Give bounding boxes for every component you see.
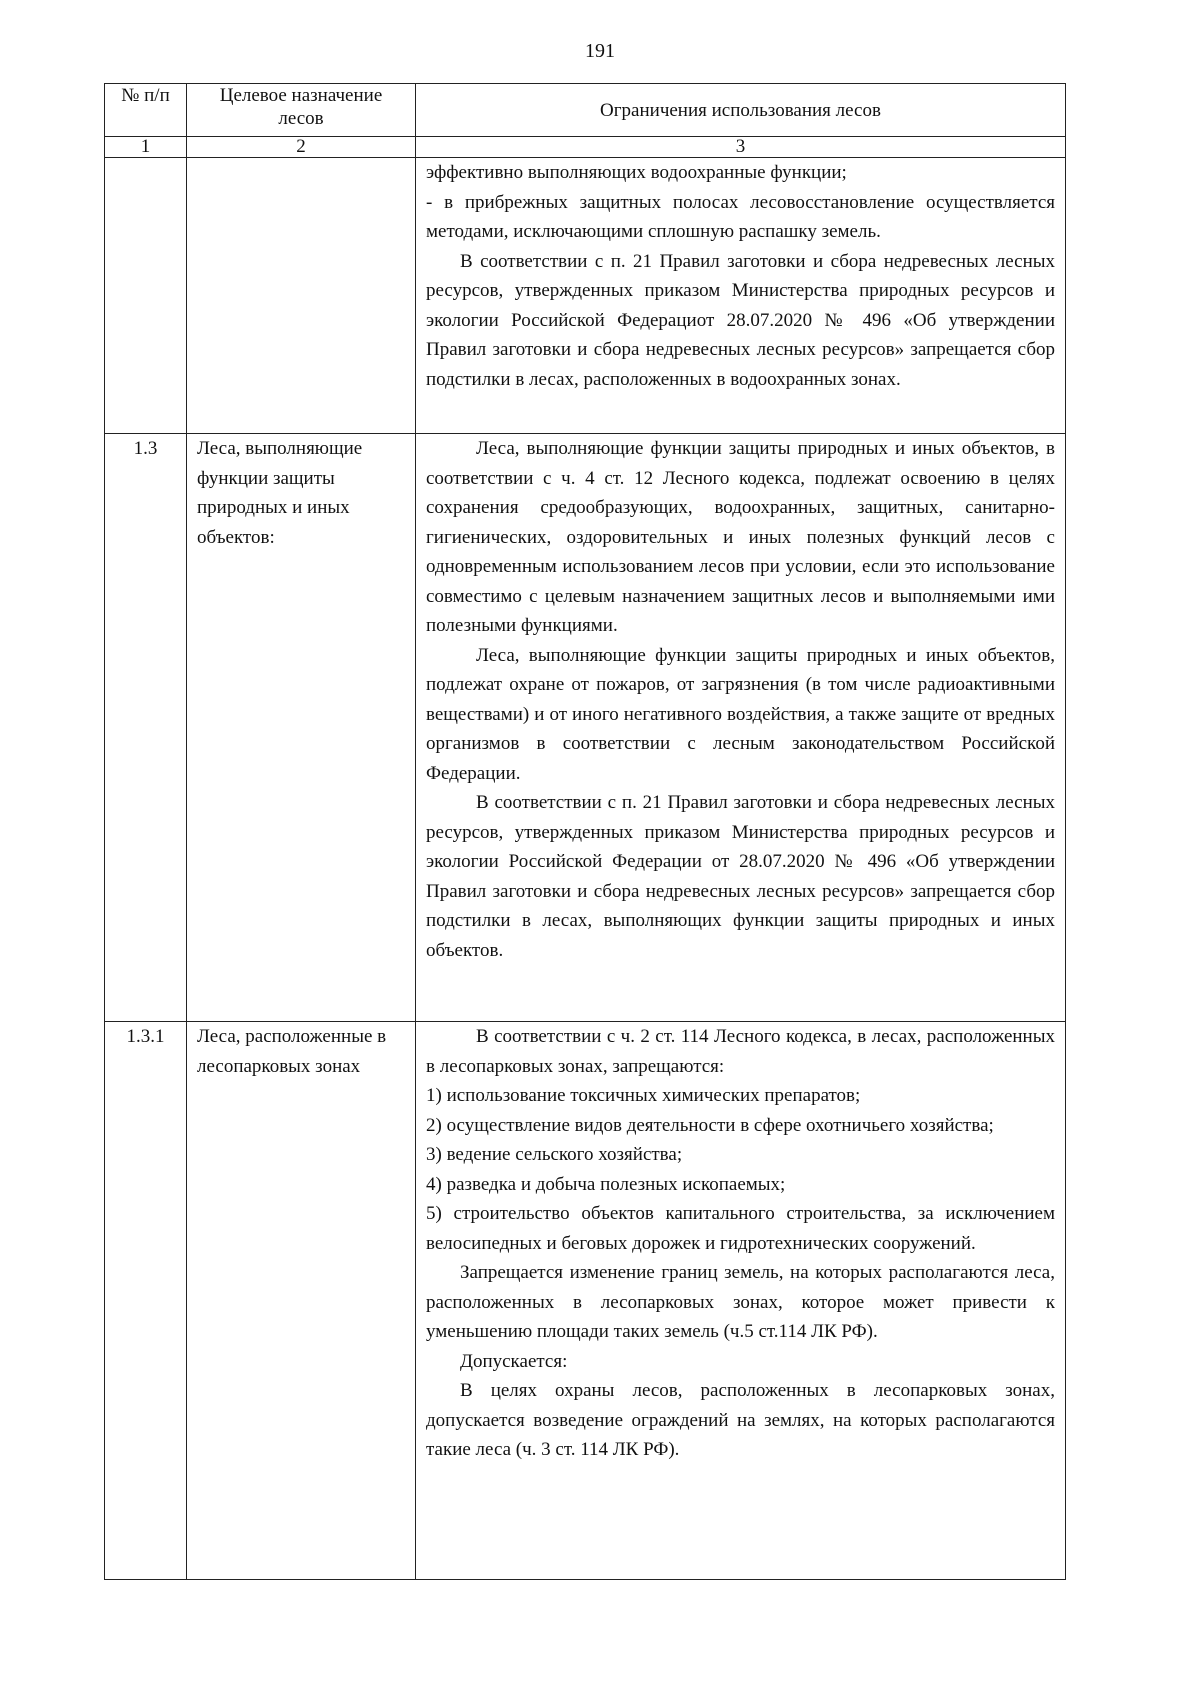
- paragraph: В соответствии с п. 21 Правил заготовки и сбора недревесных лесных ресурсов, утвержденных приказом Министерства природных ресурсов и экологии Российской Федерациот 28.07.2020 № 496 «Об утверждении Правил заготовки и сбора недревесных лесных ресурсов» запрещается сбор подстилки в лесах, расположенных в водоохранных зонах.: [426, 250, 1055, 390]
- page-number: 191: [585, 40, 615, 62]
- paragraph: 5) строительство объектов капитального строительства, за исключением велосипедных и беговых дорожек и гидротехнических сооружений.: [426, 1203, 1055, 1254]
- row-restrictions: [416, 158, 1066, 434]
- paragraph: Леса, выполняющие функции защиты природных и иных объектов, подлежат охране от пожаров, от загрязнения (в том числе радиоактивными веществами) и от иного негативного воздействия, а также защите от вредных организмов в соответствии с лесным законодательством Российской Федерации.: [426, 644, 1055, 784]
- column-number-2: 2: [187, 137, 416, 158]
- row-restrictions: [416, 434, 1066, 1022]
- table-row: [105, 158, 1066, 434]
- row-number: 1.3: [105, 434, 187, 1022]
- row-purpose: [187, 158, 416, 434]
- header-purpose: Целевое назначение лесов: [187, 84, 416, 137]
- row-number: [105, 158, 187, 434]
- paragraph: В соответствии с ч. 2 ст. 114 Лесного кодекса, в лесах, расположенных в лесопарковых зонах, запрещаются:: [426, 1026, 1055, 1077]
- paragraph: Леса, выполняющие функции защиты природных и иных объектов, в соответствии с ч. 4 ст. 12 Лесного кодекса, подлежат освоению в целях сохранения средообразующих, водоохранных, защитных, санитарно-гигиенических, оздоровительных и иных полезных функций лесов с одновременным использованием лесов при условии, если это использование совместимо с целевым назначением защитных лесов и выполняемыми ими полезными функциями.: [426, 438, 1055, 636]
- header-number: № п/п: [105, 84, 187, 137]
- column-number-1: 1: [105, 137, 187, 158]
- paragraph: эффективно выполняющих водоохранные функции;: [426, 162, 847, 183]
- table-header-row: [105, 84, 1066, 137]
- paragraph: 4) разведка и добыча полезных ископаемых;: [426, 1173, 786, 1195]
- row-number: 1.3.1: [105, 1022, 187, 1580]
- row-restrictions: [416, 1022, 1066, 1580]
- paragraph: В целях охраны лесов, расположенных в лесопарковых зонах, допускается возведение ограждений на землях, на которых располагаются такие леса (ч. 3 ст. 114 ЛК РФ).: [426, 1380, 1055, 1460]
- paragraph: 3) ведение сельского хозяйства;: [426, 1144, 683, 1165]
- row-purpose: Леса, выполняющие функции защиты природных и иных объектов:: [187, 434, 416, 1022]
- column-number-3: 3: [416, 137, 1066, 158]
- header-restrictions: Ограничения использования лесов: [416, 84, 1066, 137]
- forest-restrictions-table: [104, 83, 1066, 1580]
- paragraph: - в прибрежных защитных полосах лесовосстановление осуществляется методами, исключающими сплошную распашку земель.: [426, 191, 1055, 242]
- column-number-row: [105, 137, 1066, 158]
- paragraph: Допускается:: [460, 1350, 568, 1372]
- paragraph: 2) осуществление видов деятельности в сфере охотничьего хозяйства;: [426, 1114, 994, 1136]
- paragraph: 1) использование токсичных химических препаратов;: [426, 1085, 861, 1106]
- row-purpose: Леса, расположенные в лесопарковых зонах: [187, 1022, 416, 1580]
- table-row: [105, 434, 1066, 1022]
- paragraph: В соответствии с п. 21 Правил заготовки и сбора недревесных лесных ресурсов, утвержденных приказом Министерства природных ресурсов и экологии Российской Федерации от 28.07.2020 № 496 «Об утверждении Правил заготовки и сбора недревесных лесных ресурсов» запрещается сбор подстилки в лесах, выполняющих функции защиты природных и иных объектов.: [426, 792, 1055, 961]
- paragraph: Запрещается изменение границ земель, на которых располагаются леса, расположенных в лесопарковых зонах, которое может привести к уменьшению площади таких земель (ч.5 ст.114 ЛК РФ).: [426, 1262, 1055, 1342]
- table-row: [105, 1022, 1066, 1580]
